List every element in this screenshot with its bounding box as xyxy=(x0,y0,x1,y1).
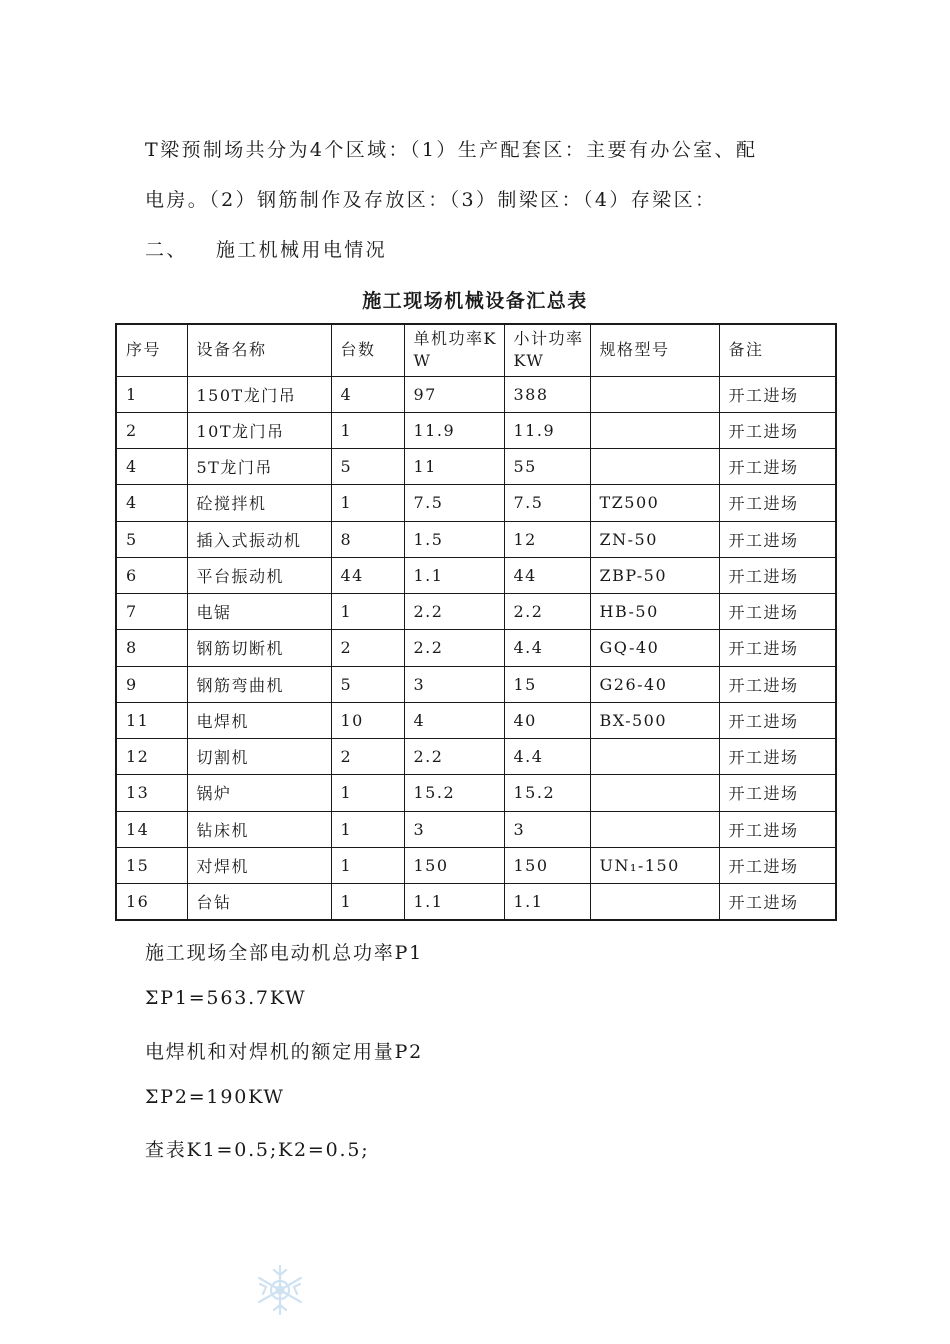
section-number: 二、 xyxy=(145,239,188,261)
table-row xyxy=(116,702,836,738)
cell-index: 1 xyxy=(116,376,187,412)
cell-spec-model xyxy=(590,412,719,448)
table-row xyxy=(116,739,836,775)
table-row xyxy=(116,811,836,847)
body-paragraph-2: 电房。（2）钢筋制作及存放区：（3）制梁区：（4）存梁区： xyxy=(145,189,717,211)
header-unit-power: 单机功率KW xyxy=(404,324,504,376)
cell-subtotal-power: 388 xyxy=(504,376,590,412)
cell-remarks: 开工进场 xyxy=(719,412,836,448)
table-row xyxy=(116,412,836,448)
cell-equipment-name: 5T龙门吊 xyxy=(187,449,331,485)
table-row xyxy=(116,557,836,593)
header-equipment-name: 设备名称 xyxy=(187,324,331,376)
cell-spec-model: ZBP-50 xyxy=(590,557,719,593)
table-row xyxy=(116,847,836,883)
cell-spec-model xyxy=(590,884,719,920)
cell-quantity: 8 xyxy=(331,521,404,557)
cell-spec-model: TZ500 xyxy=(590,485,719,521)
cell-remarks: 开工进场 xyxy=(719,739,836,775)
cell-quantity: 1 xyxy=(331,485,404,521)
cell-index: 16 xyxy=(116,884,187,920)
cell-subtotal-power: 2.2 xyxy=(504,594,590,630)
cell-remarks: 开工进场 xyxy=(719,884,836,920)
cell-index: 14 xyxy=(116,811,187,847)
cell-index: 12 xyxy=(116,739,187,775)
cell-equipment-name: 锅炉 xyxy=(187,775,331,811)
cell-subtotal-power: 150 xyxy=(504,847,590,883)
cell-quantity: 2 xyxy=(331,739,404,775)
table-row xyxy=(116,594,836,630)
cell-equipment-name: 电锯 xyxy=(187,594,331,630)
table-row xyxy=(116,376,836,412)
cell-unit-power: 1.5 xyxy=(404,521,504,557)
cell-unit-power: 1.1 xyxy=(404,884,504,920)
cell-index: 8 xyxy=(116,630,187,666)
cell-index: 4 xyxy=(116,485,187,521)
cell-quantity: 1 xyxy=(331,775,404,811)
calc-line-5: 查表K1=0.5;K2=0.5; xyxy=(145,1139,370,1161)
header-subtotal-power: 小计功率KW xyxy=(504,324,590,376)
cell-quantity: 5 xyxy=(331,449,404,485)
cell-equipment-name: 10T龙门吊 xyxy=(187,412,331,448)
cell-quantity: 1 xyxy=(331,884,404,920)
table-row xyxy=(116,521,836,557)
cell-spec-model xyxy=(590,449,719,485)
cell-remarks: 开工进场 xyxy=(719,557,836,593)
cell-remarks: 开工进场 xyxy=(719,521,836,557)
cell-unit-power: 15.2 xyxy=(404,775,504,811)
cell-equipment-name: 钢筋弯曲机 xyxy=(187,666,331,702)
cell-quantity: 2 xyxy=(331,630,404,666)
cell-unit-power: 11 xyxy=(404,449,504,485)
cell-remarks: 开工进场 xyxy=(719,630,836,666)
cell-unit-power: 11.9 xyxy=(404,412,504,448)
cell-quantity: 44 xyxy=(331,557,404,593)
cell-subtotal-power: 1.1 xyxy=(504,884,590,920)
section-heading xyxy=(145,238,387,262)
table-row xyxy=(116,485,836,521)
section-title: 施工机械用电情况 xyxy=(215,239,388,261)
cell-index: 5 xyxy=(116,521,187,557)
cell-subtotal-power: 55 xyxy=(504,449,590,485)
cell-unit-power: 2.2 xyxy=(404,630,504,666)
cell-index: 6 xyxy=(116,557,187,593)
equipment-table xyxy=(115,323,837,921)
cell-subtotal-power: 15 xyxy=(504,666,590,702)
cell-spec-model xyxy=(590,376,719,412)
cell-quantity: 10 xyxy=(331,702,404,738)
cell-subtotal-power: 44 xyxy=(504,557,590,593)
cell-unit-power: 2.2 xyxy=(404,739,504,775)
cell-spec-model: HB-50 xyxy=(590,594,719,630)
cell-index: 13 xyxy=(116,775,187,811)
table-row xyxy=(116,775,836,811)
table-header-row xyxy=(116,324,836,376)
table-body xyxy=(116,376,836,920)
cell-equipment-name: 电焊机 xyxy=(187,702,331,738)
cell-remarks: 开工进场 xyxy=(719,702,836,738)
header-spec-model: 规格型号 xyxy=(590,324,719,376)
cell-unit-power: 97 xyxy=(404,376,504,412)
cell-unit-power: 7.5 xyxy=(404,485,504,521)
cell-index: 2 xyxy=(116,412,187,448)
cell-subtotal-power: 12 xyxy=(504,521,590,557)
cell-subtotal-power: 15.2 xyxy=(504,775,590,811)
table-row xyxy=(116,884,836,920)
calc-line-4: ΣP2=190KW xyxy=(145,1086,285,1108)
cell-quantity: 1 xyxy=(331,847,404,883)
cell-subtotal-power: 11.9 xyxy=(504,412,590,448)
calc-line-3: 电焊机和对焊机的额定用量P2 xyxy=(145,1041,424,1063)
cell-spec-model: ZN-50 xyxy=(590,521,719,557)
header-quantity: 台数 xyxy=(331,324,404,376)
snowflake-logo-icon xyxy=(252,1262,308,1318)
cell-remarks: 开工进场 xyxy=(719,485,836,521)
cell-unit-power: 150 xyxy=(404,847,504,883)
cell-subtotal-power: 3 xyxy=(504,811,590,847)
cell-subtotal-power: 7.5 xyxy=(504,485,590,521)
cell-equipment-name: 插入式振动机 xyxy=(187,521,331,557)
cell-remarks: 开工进场 xyxy=(719,811,836,847)
cell-subtotal-power: 40 xyxy=(504,702,590,738)
cell-quantity: 5 xyxy=(331,666,404,702)
header-remarks: 备注 xyxy=(719,324,836,376)
calc-line-2: ΣP1=563.7KW xyxy=(145,987,307,1009)
table-row xyxy=(116,666,836,702)
cell-unit-power: 2.2 xyxy=(404,594,504,630)
cell-equipment-name: 钢筋切断机 xyxy=(187,630,331,666)
table-row xyxy=(116,449,836,485)
body-paragraph-1: T梁预制场共分为4个区域：（1）生产配套区：主要有办公室、配 xyxy=(145,139,758,161)
cell-remarks: 开工进场 xyxy=(719,449,836,485)
header-index: 序号 xyxy=(116,324,187,376)
cell-unit-power: 3 xyxy=(404,666,504,702)
cell-subtotal-power: 4.4 xyxy=(504,739,590,775)
cell-index: 15 xyxy=(116,847,187,883)
cell-index: 7 xyxy=(116,594,187,630)
cell-remarks: 开工进场 xyxy=(719,594,836,630)
cell-quantity: 1 xyxy=(331,594,404,630)
cell-equipment-name: 150T龙门吊 xyxy=(187,376,331,412)
cell-equipment-name: 切割机 xyxy=(187,739,331,775)
cell-equipment-name: 台钻 xyxy=(187,884,331,920)
cell-unit-power: 3 xyxy=(404,811,504,847)
cell-index: 4 xyxy=(116,449,187,485)
table-title: 施工现场机械设备汇总表 xyxy=(362,290,588,312)
cell-subtotal-power: 4.4 xyxy=(504,630,590,666)
cell-quantity: 1 xyxy=(331,412,404,448)
cell-unit-power: 1.1 xyxy=(404,557,504,593)
cell-index: 9 xyxy=(116,666,187,702)
table-row xyxy=(116,630,836,666)
cell-remarks: 开工进场 xyxy=(719,847,836,883)
cell-spec-model xyxy=(590,811,719,847)
cell-equipment-name: 砼搅拌机 xyxy=(187,485,331,521)
cell-spec-model xyxy=(590,775,719,811)
cell-spec-model: UN₁-150 xyxy=(590,847,719,883)
cell-quantity: 4 xyxy=(331,376,404,412)
cell-equipment-name: 钻床机 xyxy=(187,811,331,847)
cell-spec-model: G26-40 xyxy=(590,666,719,702)
cell-index: 11 xyxy=(116,702,187,738)
cell-spec-model: BX-500 xyxy=(590,702,719,738)
cell-equipment-name: 对焊机 xyxy=(187,847,331,883)
cell-remarks: 开工进场 xyxy=(719,775,836,811)
cell-remarks: 开工进场 xyxy=(719,376,836,412)
cell-spec-model: GQ-40 xyxy=(590,630,719,666)
calc-line-1: 施工现场全部电动机总功率P1 xyxy=(145,942,424,964)
cell-spec-model xyxy=(590,739,719,775)
cell-unit-power: 4 xyxy=(404,702,504,738)
cell-remarks: 开工进场 xyxy=(719,666,836,702)
cell-equipment-name: 平台振动机 xyxy=(187,557,331,593)
cell-quantity: 1 xyxy=(331,811,404,847)
